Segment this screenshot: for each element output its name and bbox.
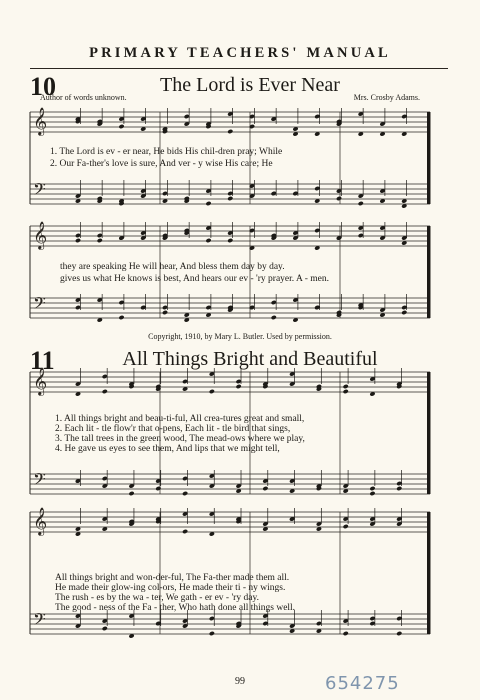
- note-head: [75, 238, 81, 243]
- lyric-line: 1. The Lord is ev - er near, He bids His chil-dren pray; While: [50, 147, 283, 157]
- lyric-line: The good - ness of the Fa - ther, Who hath done all things well.: [55, 603, 296, 613]
- note-head: [182, 491, 188, 496]
- note-head: [97, 238, 103, 243]
- lyric-line: 2. Each lit - tle flow'r that o-pens, Each lit - tle bird that sings,: [55, 424, 291, 434]
- note-head: [343, 384, 349, 389]
- note-head: [155, 486, 161, 491]
- note-head: [343, 524, 349, 529]
- note-head: [396, 631, 402, 636]
- note-head: [336, 196, 342, 201]
- note-head: [369, 486, 375, 491]
- lyric-line: The rush - es by the wa - ter, We gath - er ev - 'ry day.: [55, 593, 259, 603]
- note-head: [227, 129, 233, 134]
- note-head: [209, 631, 215, 636]
- note-head: [205, 201, 211, 206]
- lyric-line: 3. The tall trees in the green wood, The mead-ows where we play,: [55, 434, 305, 444]
- note-head: [401, 310, 407, 315]
- running-head: PRIMARY TEACHERS' MANUAL: [89, 45, 391, 61]
- bass-clef-icon: 𝄢: [33, 469, 46, 493]
- treble-staff: [30, 512, 430, 532]
- bass-staff: [30, 474, 430, 494]
- note-head: [358, 201, 364, 206]
- treble-staff: [30, 226, 430, 246]
- note-head: [271, 315, 277, 320]
- note-head: [182, 529, 188, 534]
- bass-clef-icon: 𝄢: [33, 609, 46, 633]
- music-credit: Mrs. Crosby Adams.: [353, 93, 420, 102]
- treble-clef-icon: 𝄞: [33, 507, 48, 535]
- note-head: [369, 491, 375, 496]
- hymn-number: 10: [30, 72, 56, 101]
- lyric-line: He made their glow-ing col-ors, He made their ti - ny wings.: [55, 583, 286, 593]
- hymn-title: The Lord is Ever Near: [160, 74, 340, 96]
- lyric-line: 2. Our Fa-ther's love is sure, And ver - y wise His care; He: [50, 159, 273, 169]
- note-head: [236, 384, 242, 389]
- final-barline: [427, 372, 430, 494]
- final-barline: [427, 112, 430, 204]
- bass-clef-icon: 𝄢: [33, 179, 46, 203]
- note-head: [118, 315, 124, 320]
- words-credit: Author of words unknown.: [40, 93, 127, 102]
- page-number: 99: [235, 676, 245, 687]
- lyric-line: 1. All things bright and beau-ti-ful, All crea-tures great and small,: [55, 414, 305, 424]
- library-stamp: 654275: [325, 673, 400, 694]
- note-head: [162, 310, 168, 315]
- note-head: [227, 196, 233, 201]
- treble-clef-icon: 𝄞: [33, 221, 48, 249]
- note-head: [102, 389, 108, 394]
- note-head: [128, 491, 134, 496]
- note-head: [205, 238, 211, 243]
- lyric-line: 4. He gave us eyes to see them, And lips that we might tell,: [55, 444, 280, 454]
- final-barline: [427, 512, 430, 634]
- lyric-line: they are speaking He will hear, And bless them day by day.: [60, 262, 285, 272]
- note-head: [343, 389, 349, 394]
- hymn-number: 11: [30, 346, 55, 375]
- bass-clef-icon: 𝄢: [33, 293, 46, 317]
- note-head: [209, 389, 215, 394]
- lyric-line: gives us what He knows is best, And hears our ev - 'ry prayer. A - men.: [60, 274, 329, 284]
- note-head: [227, 238, 233, 243]
- final-barline: [427, 226, 430, 318]
- treble-clef-icon: 𝄞: [33, 367, 48, 395]
- treble-clef-icon: 𝄞: [33, 107, 48, 135]
- lyric-line: All things bright and won-der-ful, The Fa-ther made them all.: [55, 573, 290, 583]
- note-head: [343, 631, 349, 636]
- note-head: [118, 124, 124, 129]
- hymn-title: All Things Bright and Beautiful: [122, 348, 378, 370]
- note-head: [102, 626, 108, 631]
- copyright-notice: Copyright, 1910, by Mary L. Butler. Used by permission.: [148, 332, 332, 341]
- note-head: [396, 486, 402, 491]
- note-head: [262, 486, 268, 491]
- treble-staff: [30, 372, 430, 392]
